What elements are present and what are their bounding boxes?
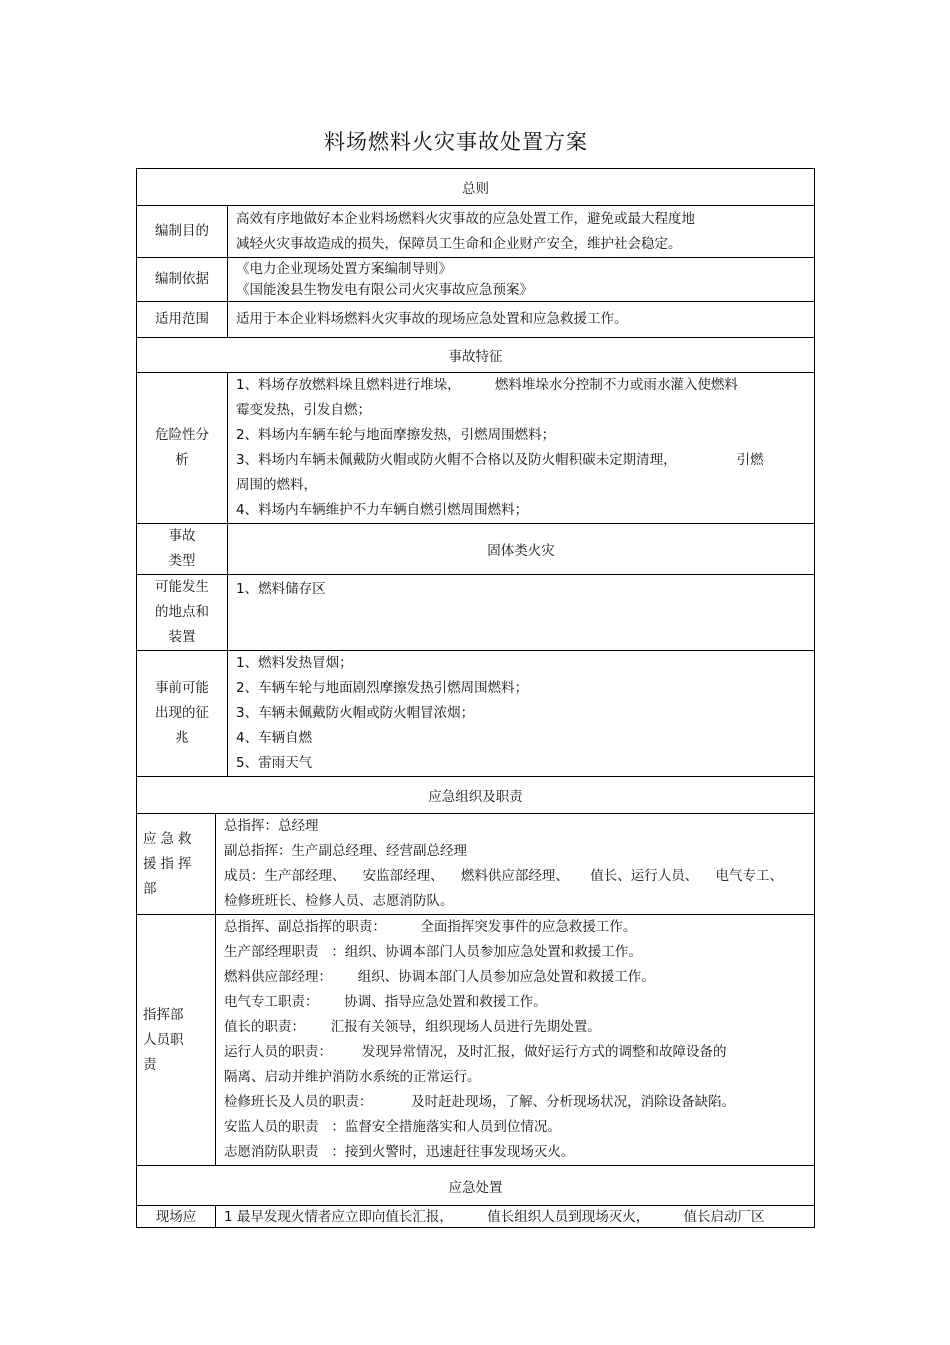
basis-label: 编制依据 — [137, 258, 228, 302]
scope-label: 适用范围 — [137, 302, 228, 338]
locations-label-line: 可能发生 — [155, 579, 209, 595]
accident-type-label-line: 类型 — [168, 553, 196, 569]
hazard-line: 周围的燃料， — [236, 477, 317, 493]
signs-line: 4、车辆自燃 — [236, 730, 313, 746]
duties-content — [216, 915, 815, 1166]
purpose-line: 高效有序地做好本企业料场燃料火灾事故的应急处置工作，避免或最大程度地 — [236, 210, 695, 227]
signs-label-line: 出现的征 — [155, 705, 209, 721]
command-label — [137, 814, 216, 915]
command-label-line: 援指挥 — [143, 855, 196, 872]
duties-line: 安监人员的职责 ：监督安全措施落实和人员到位情况。 — [224, 1119, 561, 1135]
signs-label-line: 事前可能 — [155, 680, 209, 696]
duties-label-line: 指挥部 — [143, 1006, 184, 1023]
command-line: 副总指挥：生产副总经理、经营副总经理 — [224, 843, 467, 859]
onsite-label: 现场应 — [137, 1206, 216, 1228]
duties-line: 生产部经理职责 ：组织、协调本部门人员参加应急处置和救援工作。 — [224, 944, 642, 960]
accident-type-label — [137, 524, 228, 575]
hazard-line: 1、料场存放燃料垛且燃料进行堆垛， 燃料堆垛水分控制不力或雨水灌入使燃料 — [236, 377, 738, 393]
duties-line: 电气专工职责： 协调、指导应急处置和救援工作。 — [224, 994, 547, 1010]
scope-content: 适用于本企业料场燃料火灾事故的现场应急处置和应急救援工作。 — [228, 302, 815, 338]
signs-content — [228, 651, 815, 777]
hazard-label-line: 析 — [175, 452, 189, 468]
duties-line: 总指挥、副总指挥的职责： 全面指挥突发事件的应急救援工作。 — [224, 919, 637, 935]
command-content — [216, 814, 815, 915]
locations-label-line: 装置 — [168, 629, 196, 645]
onsite-content: 1 最早发现火情者应立即向值长汇报， 值长组织人员到现场灭火， 值长启动厂区 — [216, 1206, 815, 1228]
duties-label — [137, 915, 216, 1166]
signs-label-line: 兆 — [175, 730, 189, 746]
signs-line: 2、车辆车轮与地面剧烈摩擦发热引燃周围燃料； — [236, 680, 529, 696]
basis-line: 《国能浚县生物发电有限公司火灾事故应急预案》 — [236, 281, 533, 298]
purpose-line: 减轻火灾事故造成的损失，保障员工生命和企业财产安全，维护社会稳定。 — [236, 235, 682, 252]
hazard-label-line: 危险性分 — [155, 427, 209, 443]
duties-label-line: 责 — [143, 1056, 157, 1073]
duties-line: 燃料供应部经理： 组织、协调本部门人员参加应急处置和救援工作。 — [224, 969, 655, 985]
signs-label — [137, 651, 228, 777]
duties-label-line: 人员职 — [143, 1031, 184, 1048]
hazard-line: 霉变发热，引发自燃； — [236, 402, 371, 418]
signs-line: 3、车辆未佩戴防火帽或防火帽冒浓烟； — [236, 705, 475, 721]
locations-content — [228, 575, 815, 651]
section-header-features: 事故特征 — [137, 338, 815, 373]
duties-line: 值长的职责： 汇报有关领导，组织现场人员进行先期处置。 — [224, 1019, 601, 1035]
command-label-line: 部 — [143, 880, 161, 897]
signs-line: 1、燃料发热冒烟； — [236, 655, 353, 671]
duties-line: 志愿消防队职责 ：接到火警时，迅速赶往事发现场灭火。 — [224, 1144, 575, 1160]
duties-line: 检修班长及人员的职责： 及时赶赴现场，了解、分析现场状况，消除设备缺陷。 — [224, 1094, 736, 1110]
accident-type-value: 固体类火灾 — [228, 524, 815, 575]
signs-line: 5、雷雨天气 — [236, 755, 313, 771]
section-header-organization: 应急组织及职责 — [137, 777, 815, 814]
duties-line: 运行人员的职责： 发现异常情况，及时汇报，做好运行方式的调整和故障设备的 — [224, 1044, 727, 1060]
locations-label — [137, 575, 228, 651]
basis-line: 《电力企业现场处置方案编制导则》 — [236, 260, 452, 277]
section-header-general: 总则 — [137, 169, 815, 206]
command-line: 成员：生产部经理、 安监部经理、 燃料供应部经理、 值长、运行人员、 电气专工、 — [224, 868, 783, 884]
duties-line: 隔离、启动并维护消防水系统的正常运行。 — [224, 1069, 481, 1085]
command-line: 检修班班长、检修人员、志愿消防队。 — [224, 893, 454, 909]
section-header-response: 应急处置 — [137, 1166, 815, 1206]
locations-line: 1、燃料储存区 — [236, 581, 326, 597]
purpose-label: 编制目的 — [137, 206, 228, 258]
hazard-line: 3、料场内车辆未佩戴防火帽或防火帽不合格以及防火帽积碳未定期清理， 引燃 — [236, 452, 764, 468]
hazard-line: 4、料场内车辆维护不力车辆自燃引燃周围燃料； — [236, 502, 529, 518]
purpose-content — [228, 206, 815, 258]
hazard-content — [228, 373, 815, 524]
locations-label-line: 的地点和 — [155, 604, 209, 620]
document-title: 料场燃料火灾事故处置方案 — [324, 130, 588, 154]
command-label-line: 应急救 — [143, 830, 196, 847]
plan-table — [136, 168, 815, 1228]
command-line: 总指挥：总经理 — [224, 818, 319, 834]
hazard-line: 2、料场内车辆车轮与地面摩擦发热，引燃周围燃料； — [236, 427, 556, 443]
basis-content — [228, 258, 815, 302]
hazard-label — [137, 373, 228, 524]
accident-type-label-line: 事故 — [168, 528, 196, 544]
